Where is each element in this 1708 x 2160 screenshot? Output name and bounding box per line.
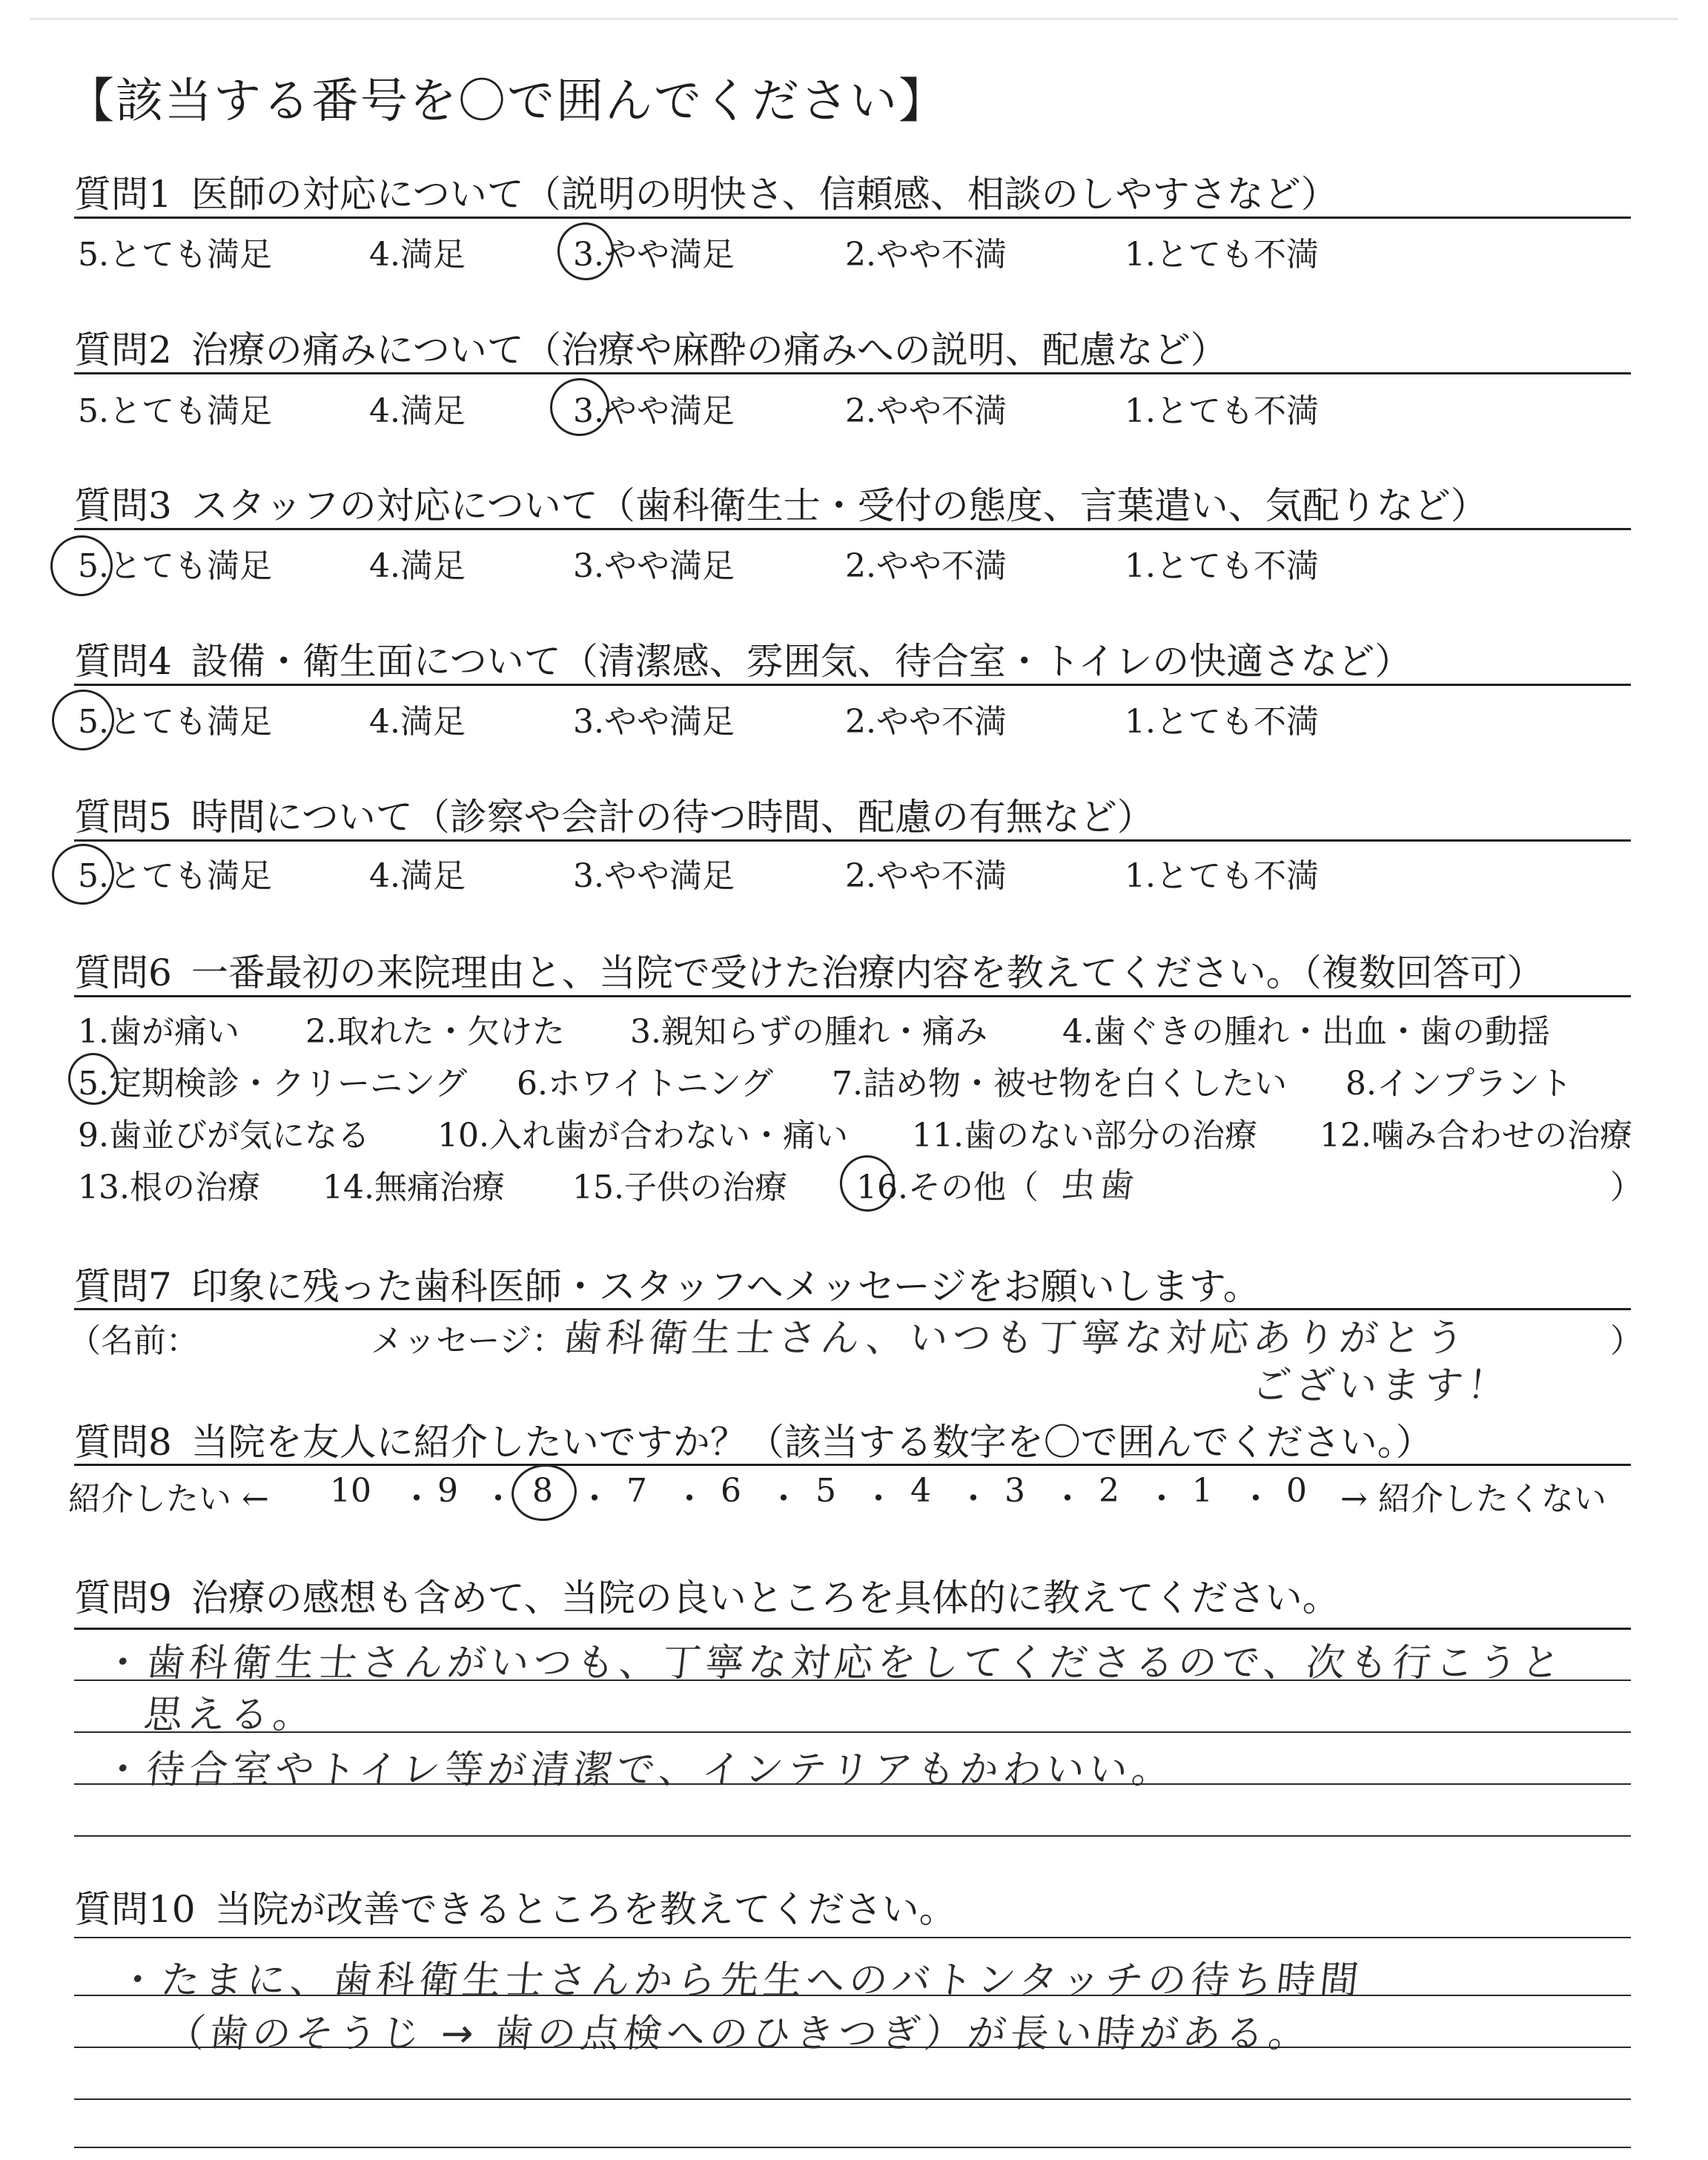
q3-option-5[interactable]: 5.とても満足 [78,547,272,585]
question-8-rule [74,1464,1631,1466]
q1-option-2[interactable]: 2.やや不満 [845,236,1007,274]
answer-line [74,2147,1631,2148]
q6-option-8[interactable]: 8.インプラント [1345,1065,1572,1103]
q7-message-line-1[interactable]: 歯科衛生士さん、いつも丁寧な対応ありがとう [560,1316,1471,1361]
q8-scale-3[interactable]: 3 [1004,1472,1025,1510]
q5-option-2[interactable]: 2.やや不満 [845,857,1007,895]
survey-heading: 【該当する番号を〇で囲んでください】 [67,74,947,129]
answer-line [74,1937,1631,1938]
question-9-text: 治療の感想も含めて、当院の良いところを具体的に教えてください。 [191,1576,1340,1619]
question-9 [74,1568,1340,1622]
q8-scale-dot: ・ [482,1480,514,1518]
q8-scale-9[interactable]: 9 [437,1472,458,1510]
q4-option-4[interactable]: 4.満足 [369,703,466,741]
q8-scale-dot: ・ [1239,1480,1272,1518]
q6-option-3[interactable]: 3.親知らずの腫れ・痛み [630,1013,987,1051]
q6-option-5[interactable]: 5.定期検診・クリーニング [78,1065,468,1103]
q8-scale-0[interactable]: 0 [1286,1472,1307,1510]
q8-scale-10[interactable]: 10 [330,1472,371,1510]
question-3-rule [74,528,1631,530]
question-2-text: 治療の痛みについて（治療や麻酔の痛みへの説明、配慮など） [191,328,1228,371]
question-8-number: 質問8 [74,1421,172,1464]
q8-scale-dot: ・ [862,1480,895,1518]
q6-option-12[interactable]: 12.噛み合わせの治療 [1320,1117,1632,1155]
question-6-number: 質問6 [74,951,172,994]
q8-scale-dot: ・ [1051,1480,1084,1518]
q4-option-1[interactable]: 1.とても不満 [1125,703,1319,741]
q6-option-9[interactable]: 9.歯並びが気になる [78,1117,370,1155]
question-2 [74,320,1228,374]
q6-option-10[interactable]: 10.入れ歯が合わない・痛い [437,1117,848,1155]
question-5-number: 質問5 [74,796,172,839]
q8-scale-dot: ・ [1145,1480,1178,1518]
q7-name-label: （名前： [68,1322,199,1360]
q7-close-paren: ） [1610,1322,1643,1360]
q6-option-4[interactable]: 4.歯ぐきの腫れ・出血・歯の動揺 [1062,1013,1550,1051]
q8-scale-6[interactable]: 6 [721,1472,741,1510]
q7-message-label: メッセージ： [371,1322,565,1360]
question-4-text: 設備・衛生面について（清潔感、雰囲気、待合室・トイレの快適さなど） [191,640,1412,683]
question-1-number: 質問1 [74,173,172,216]
question-1-rule [74,217,1631,219]
q3-option-1[interactable]: 1.とても不満 [1125,547,1319,585]
question-6 [74,943,1544,997]
q5-option-3[interactable]: 3.やや満足 [573,857,735,895]
q8-scale-dot: ・ [767,1480,800,1518]
question-7-number: 質問7 [74,1265,172,1308]
question-3-number: 質問3 [74,484,172,527]
question-5-rule [74,839,1631,842]
question-5-text: 時間について（診察や会計の待つ時間、配慮の有無など） [191,796,1154,839]
q8-scale-8[interactable]: 8 [532,1472,553,1510]
q6-other-answer[interactable]: 虫歯 [1059,1165,1141,1205]
q10-answer-line-1[interactable]: ・たまに、歯科衛生士さんから先生へのバトンタッチの待ち時間 [116,1958,1366,2003]
scan-edge [30,18,1678,20]
q1-option-3[interactable]: 3.やや満足 [573,236,735,274]
q6-option-15[interactable]: 15.子供の治療 [572,1169,787,1206]
question-9-number: 質問9 [74,1576,172,1619]
q4-option-5[interactable]: 5.とても満足 [78,703,272,741]
question-2-rule [74,372,1631,374]
question-8-text: 当院を友人に紹介したいですか？（該当する数字を〇で囲んでください。） [191,1421,1433,1464]
q4-option-2[interactable]: 2.やや不満 [845,703,1007,741]
q1-option-4[interactable]: 4.満足 [369,236,466,274]
q5-option-5[interactable]: 5.とても満足 [78,857,272,895]
q6-option-7[interactable]: 7.詰め物・被せ物を白くしたい [832,1065,1287,1103]
q6-close-paren: ） [1610,1169,1643,1206]
q2-option-3[interactable]: 3.やや満足 [573,392,735,430]
question-1-text: 医師の対応について（説明の明快さ、信頼感、相談のしやすさなど） [191,173,1338,216]
q5-option-1[interactable]: 1.とても不満 [1125,857,1319,895]
q2-option-5[interactable]: 5.とても満足 [78,392,272,430]
q8-scale-5[interactable]: 5 [815,1472,836,1510]
q6-option-6[interactable]: 6.ホワイトニング [517,1065,774,1103]
q8-scale-7[interactable]: 7 [626,1472,647,1510]
q1-option-1[interactable]: 1.とても不満 [1125,236,1319,274]
question-7-text: 印象に残った歯科医師・スタッフへメッセージをお願いします。 [191,1265,1260,1308]
question-5 [74,787,1154,841]
q9-answer-line-3[interactable]: ・待合室やトイレ等が清潔で、インテリアもかわいい。 [101,1748,1177,1792]
q3-option-3[interactable]: 3.やや満足 [573,547,735,585]
question-4-number: 質問4 [74,640,172,683]
q5-option-4[interactable]: 4.満足 [369,857,466,895]
q7-message-line-2[interactable]: ございます！ [1250,1364,1513,1408]
question-10-text: 当院が改善できるところを教えてください。 [214,1888,956,1931]
q8-scale-dot: ・ [673,1480,706,1518]
q8-scale-dot: ・ [578,1480,611,1518]
q2-option-4[interactable]: 4.満足 [369,392,466,430]
q8-scale-dot: ・ [400,1480,433,1518]
q2-option-2[interactable]: 2.やや不満 [845,392,1007,430]
q2-option-1[interactable]: 1.とても不満 [1125,392,1319,430]
q9-answer-line-2[interactable]: 思える。 [142,1693,319,1737]
q8-scale-4[interactable]: 4 [910,1472,931,1510]
q6-option-2[interactable]: 2.取れた・欠けた [305,1013,565,1051]
q1-option-5[interactable]: 5.とても満足 [78,236,272,274]
q6-option-11[interactable]: 11.歯のない部分の治療 [912,1117,1257,1155]
answer-line [74,1835,1631,1837]
question-1 [74,165,1338,218]
question-9-rule [74,1628,1631,1630]
q4-option-3[interactable]: 3.やや満足 [573,703,735,741]
q3-option-2[interactable]: 2.やや不満 [845,547,1007,585]
q3-option-4[interactable]: 4.満足 [369,547,466,585]
question-7 [74,1257,1260,1310]
q8-scale-2[interactable]: 2 [1099,1472,1119,1510]
question-6-rule [74,995,1631,997]
q9-answer-line-1[interactable]: ・歯科衛生士さんがいつも、丁寧な対応をしてくださるので、次も行こうと [101,1641,1567,1685]
question-8 [74,1413,1433,1466]
q8-right-label: → 紹介したくない [1340,1480,1606,1518]
q8-left-label: 紹介したい ← [68,1480,269,1518]
question-10-number: 質問10 [74,1888,196,1931]
q8-scale-1[interactable]: 1 [1192,1472,1213,1510]
question-10 [74,1880,956,1933]
question-3 [74,476,1488,529]
answer-line [74,2098,1631,2100]
question-6-text: 一番最初の来院理由と、当院で受けた治療内容を教えてください。（複数回答可） [191,951,1544,994]
q6-option-1[interactable]: 1.歯が痛い [78,1013,239,1051]
q6-option-14[interactable]: 14.無痛治療 [322,1169,505,1206]
q8-scale-dot: ・ [957,1480,990,1518]
q6-option-16[interactable]: 16.その他（ [856,1169,1039,1206]
q10-answer-line-2[interactable]: （歯のそうじ → 歯の点検へのひきつぎ）が長い時がある。 [164,2012,1314,2056]
question-4-rule [74,684,1631,686]
question-4 [74,632,1411,685]
question-3-text: スタッフの対応について（歯科衛生士・受付の態度、言葉遣い、気配りなど） [191,484,1488,527]
question-2-number: 質問2 [74,328,172,371]
q6-option-13[interactable]: 13.根の治療 [78,1169,260,1206]
